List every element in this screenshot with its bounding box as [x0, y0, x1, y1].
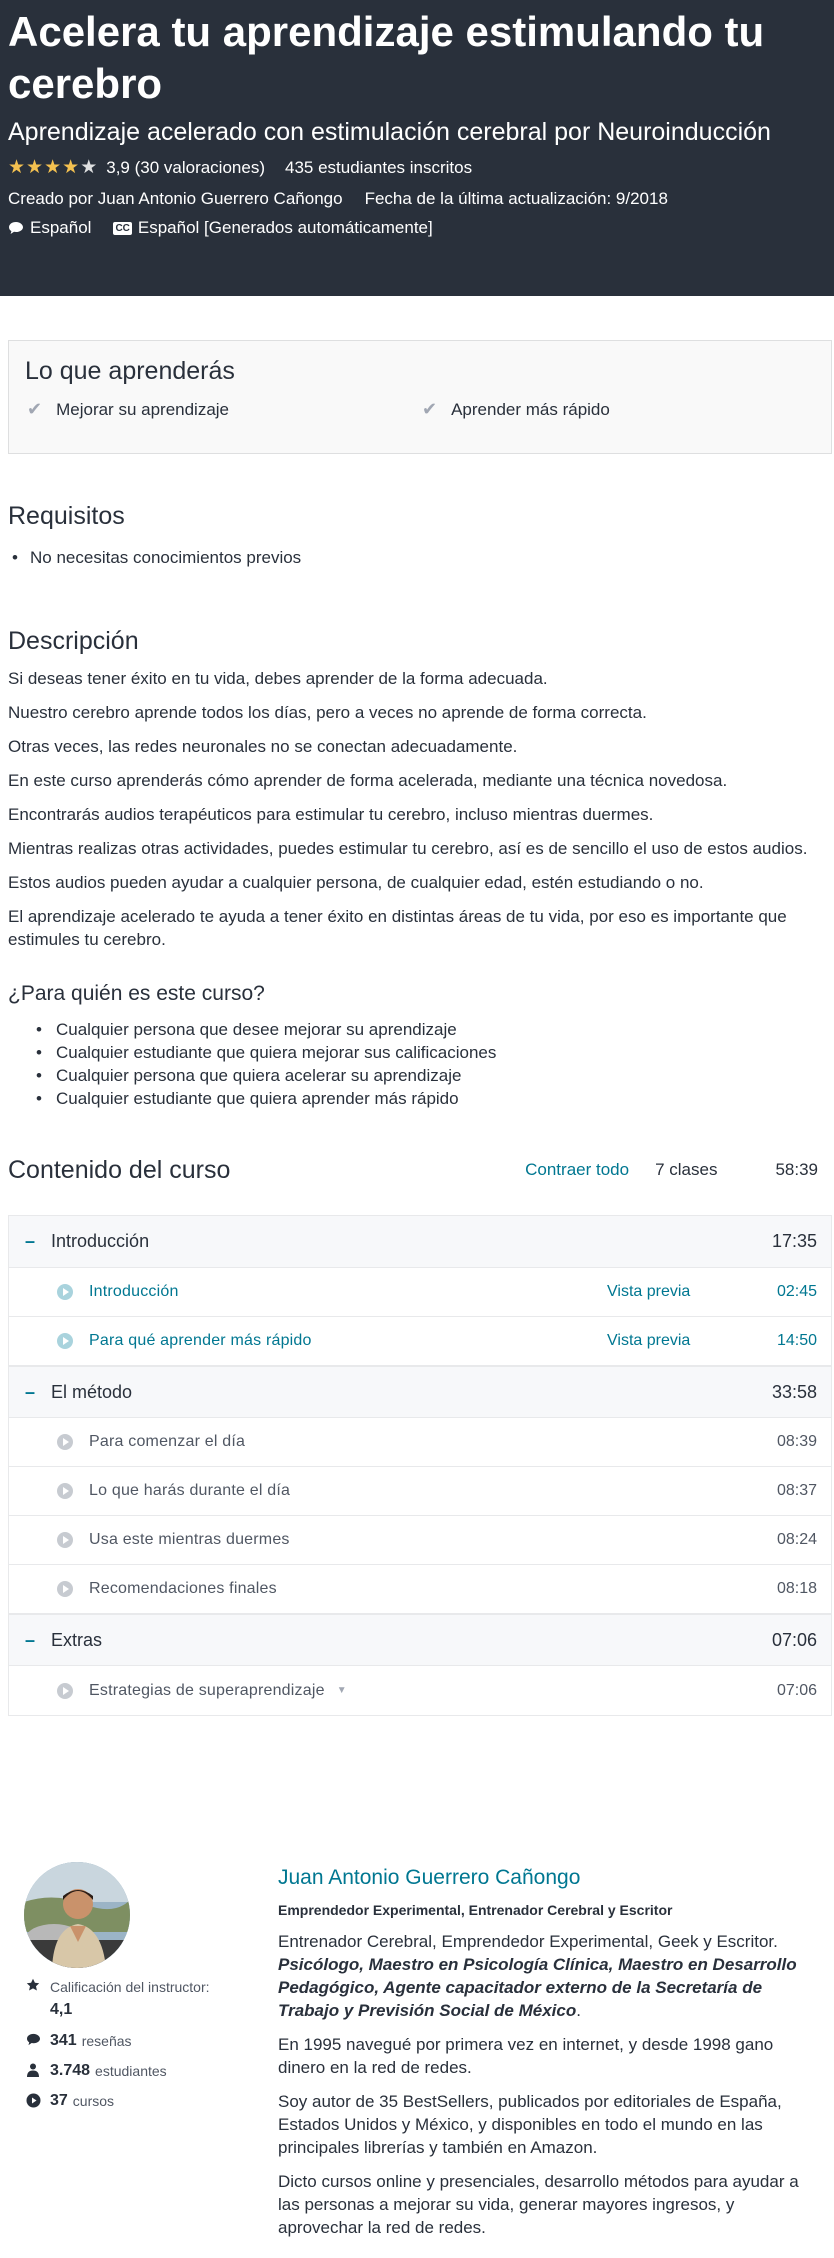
play-icon	[57, 1683, 73, 1699]
rating-row	[8, 156, 834, 180]
chevron-down-icon[interactable]: ▼	[336, 1685, 347, 1696]
lecture-row	[9, 1467, 831, 1516]
what-you-will-learn	[8, 340, 832, 454]
section-title: El método	[51, 1381, 133, 1402]
lecture-count: 7 clases	[655, 1160, 718, 1179]
lecture-duration: 08:18	[776, 1580, 817, 1597]
description-title: Descripción	[8, 627, 139, 655]
star-icon: ★	[26, 157, 44, 178]
star-empty-icon: ★	[80, 157, 98, 178]
description-paragraph: Nuestro cerebro aprende todos los días, pero a veces no aprende de forma correcta.	[8, 703, 647, 722]
lecture-duration: 02:45	[776, 1283, 817, 1300]
lecture-row	[9, 1418, 831, 1467]
comment-icon	[24, 2031, 42, 2046]
closed-captions-icon: CC	[115, 222, 130, 234]
lecture-duration: 08:39	[776, 1433, 817, 1450]
description-paragraph: Otras veces, las redes neuronales no se conectan adecuadamente.	[8, 737, 518, 756]
star-icon: ★	[44, 157, 62, 178]
lecture-row[interactable]	[9, 1268, 831, 1317]
instructor-tagline: Emprendedor Experimental, Entrenador Cerebral y Escritor	[278, 1902, 673, 1918]
star-icon: ★	[8, 157, 26, 178]
requirements-list	[12, 546, 301, 569]
instructor-stats	[24, 1976, 214, 2121]
lecture-title: Para comenzar el día	[89, 1433, 246, 1450]
created-by[interactable]: Creado por Juan Antonio Guerrero Cañongo	[8, 189, 343, 208]
check-icon: ✔	[422, 399, 438, 419]
play-circle-icon	[24, 2091, 42, 2108]
preview-link[interactable]: Vista previa	[607, 1283, 691, 1300]
target-audience-item: • Cualquier estudiante que quiera mejorar sus calificaciones	[36, 1041, 496, 1064]
target-audience-list	[36, 1018, 496, 1110]
description-body	[8, 667, 828, 951]
target-audience-title: ¿Para quién es este curso?	[8, 982, 265, 1005]
play-icon	[57, 1333, 73, 1349]
section-duration: 33:58	[771, 1381, 817, 1402]
meta-row	[8, 187, 834, 211]
bio-paragraph: Dicto cursos online y presenciales, desarrollo métodos para ayudar a las personas a mejorar su vida, generar mayores ingresos, y aprovechar la red de redes.	[278, 2172, 799, 2237]
check-icon: ✔	[27, 399, 43, 419]
course-subtitle: Aprendizaje acelerado con estimulación cerebral por Neuroinducción	[8, 118, 771, 146]
play-icon	[57, 1483, 73, 1499]
collapse-icon[interactable]: –	[25, 1231, 36, 1251]
description-paragraph: El aprendizaje acelerado te ayuda a tener éxito en distintas áreas de tu vida, por eso es importante que estimules tu cerebro.	[8, 907, 787, 949]
lecture-row	[9, 1516, 831, 1565]
learn-item: ✔ Aprender más rápido	[422, 399, 610, 419]
curriculum-title: Contenido del curso	[8, 1155, 231, 1184]
lecture-duration: 07:06	[776, 1681, 817, 1699]
collapse-icon[interactable]: –	[25, 1381, 36, 1402]
target-audience-item: • Cualquier estudiante que quiera aprender más rápido	[36, 1087, 496, 1110]
curriculum-list	[8, 1215, 832, 1716]
section-duration: 07:06	[771, 1629, 817, 1650]
requirement-item: • No necesitas conocimientos previos	[12, 546, 301, 569]
lecture-row[interactable]	[9, 1317, 831, 1366]
user-icon	[24, 2061, 42, 2077]
course-captions: CC Español [Generados automáticamente]	[115, 218, 433, 237]
section-title: Introducción	[51, 1231, 150, 1251]
lecture-title[interactable]: Para qué aprender más rápido	[89, 1332, 312, 1349]
lecture-title[interactable]: Estrategias de superaprendizaje	[89, 1681, 325, 1699]
play-icon	[57, 1284, 73, 1300]
section-header-el-metodo[interactable]	[9, 1366, 831, 1418]
target-audience-item: • Cualquier persona que quiera acelerar su aprendizaje	[36, 1064, 496, 1087]
lecture-title[interactable]: Introducción	[89, 1283, 179, 1300]
students-enrolled: 435 estudiantes inscritos	[285, 158, 473, 177]
course-header	[0, 0, 834, 296]
section-title: Extras	[51, 1629, 103, 1650]
play-icon	[57, 1532, 73, 1548]
bio-paragraph: Entrenador Cerebral, Emprendedor Experimental, Geek y Escritor. Psicólogo, Maestro en Psicología Clínica, Maestro en Desarrollo Pedagógico, Agente capacitador externo de la Secretaría de Trabajo y Previsión Social de México.	[278, 1932, 797, 2020]
star-icon	[24, 1976, 42, 1992]
target-audience-item: • Cualquier persona que desee mejorar su aprendizaje	[36, 1018, 496, 1041]
lecture-duration: 14:50	[776, 1332, 817, 1349]
curriculum-header	[8, 1150, 832, 1190]
bio-paragraph: En 1995 navegué por primera vez en internet, y desde 1998 gano dinero en la red de redes.	[278, 2035, 774, 2077]
language-row	[8, 216, 834, 240]
lecture-title: Recomendaciones finales	[89, 1580, 277, 1597]
collapse-all-button[interactable]: Contraer todo	[525, 1160, 630, 1179]
lecture-row	[9, 1565, 831, 1614]
instructor-rating: Calificación del instructor: 4,1	[24, 1976, 214, 2021]
section-header-introduccion[interactable]	[9, 1216, 831, 1268]
instructor-bio	[278, 1930, 818, 2250]
collapse-icon[interactable]: –	[25, 1629, 36, 1650]
last-updated: Fecha de la última actualización: 9/2018	[364, 189, 668, 208]
section-header-extras[interactable]	[9, 1614, 831, 1666]
play-icon	[57, 1581, 73, 1597]
instructor-avatar[interactable]	[24, 1862, 130, 1968]
description-paragraph: En este curso aprenderás cómo aprender de forma acelerada, mediante una técnica novedosa.	[8, 771, 728, 790]
total-duration: 58:39	[775, 1160, 818, 1179]
speech-bubble-icon	[8, 221, 24, 235]
requirements-title: Requisitos	[8, 502, 125, 530]
rating-stars	[8, 158, 98, 178]
instructor-courses: 37 cursos	[24, 2091, 214, 2111]
description-paragraph: Mientras realizas otras actividades, puedes estimular tu cerebro, así es de sencillo el uso de estos audios.	[8, 839, 808, 858]
rating-text[interactable]: 3,9 (30 valoraciones)	[106, 158, 265, 177]
star-icon: ★	[62, 157, 80, 178]
lecture-row[interactable]	[9, 1666, 831, 1715]
instructor-students: 3.748 estudiantes	[24, 2061, 214, 2081]
learn-item: ✔ Mejorar su aprendizaje	[27, 399, 230, 419]
learn-title: Lo que aprenderás	[25, 357, 235, 385]
section-duration: 17:35	[771, 1231, 817, 1251]
lecture-title: Lo que harás durante el día	[89, 1482, 291, 1499]
description-paragraph: Estos audios pueden ayudar a cualquier persona, de cualquier edad, estén estudiando o no.	[8, 873, 704, 892]
play-icon	[57, 1434, 73, 1450]
bio-paragraph: Soy autor de 35 BestSellers, publicados por editoriales de España, Estados Unidos y México, y disponibles en todo el mundo en las principales librerías y también en Amazon.	[278, 2092, 782, 2157]
lecture-title: Usa este mientras duermes	[89, 1531, 290, 1548]
description-paragraph: Encontrarás audios terapéuticos para estimular tu cerebro, incluso mientras duermes.	[8, 805, 654, 824]
lecture-duration: 08:24	[776, 1531, 817, 1548]
preview-link[interactable]: Vista previa	[607, 1332, 691, 1349]
instructor-name[interactable]: Juan Antonio Guerrero Cañongo	[278, 1866, 581, 1889]
description-paragraph: Si deseas tener éxito en tu vida, debes aprender de la forma adecuada.	[8, 669, 548, 688]
course-language: Español	[8, 218, 91, 238]
lecture-duration: 08:37	[776, 1482, 817, 1499]
instructor-reviews: 341 reseñas	[24, 2031, 214, 2051]
course-title: Acelera tu aprendizaje estimulando tu cerebro	[8, 8, 765, 107]
